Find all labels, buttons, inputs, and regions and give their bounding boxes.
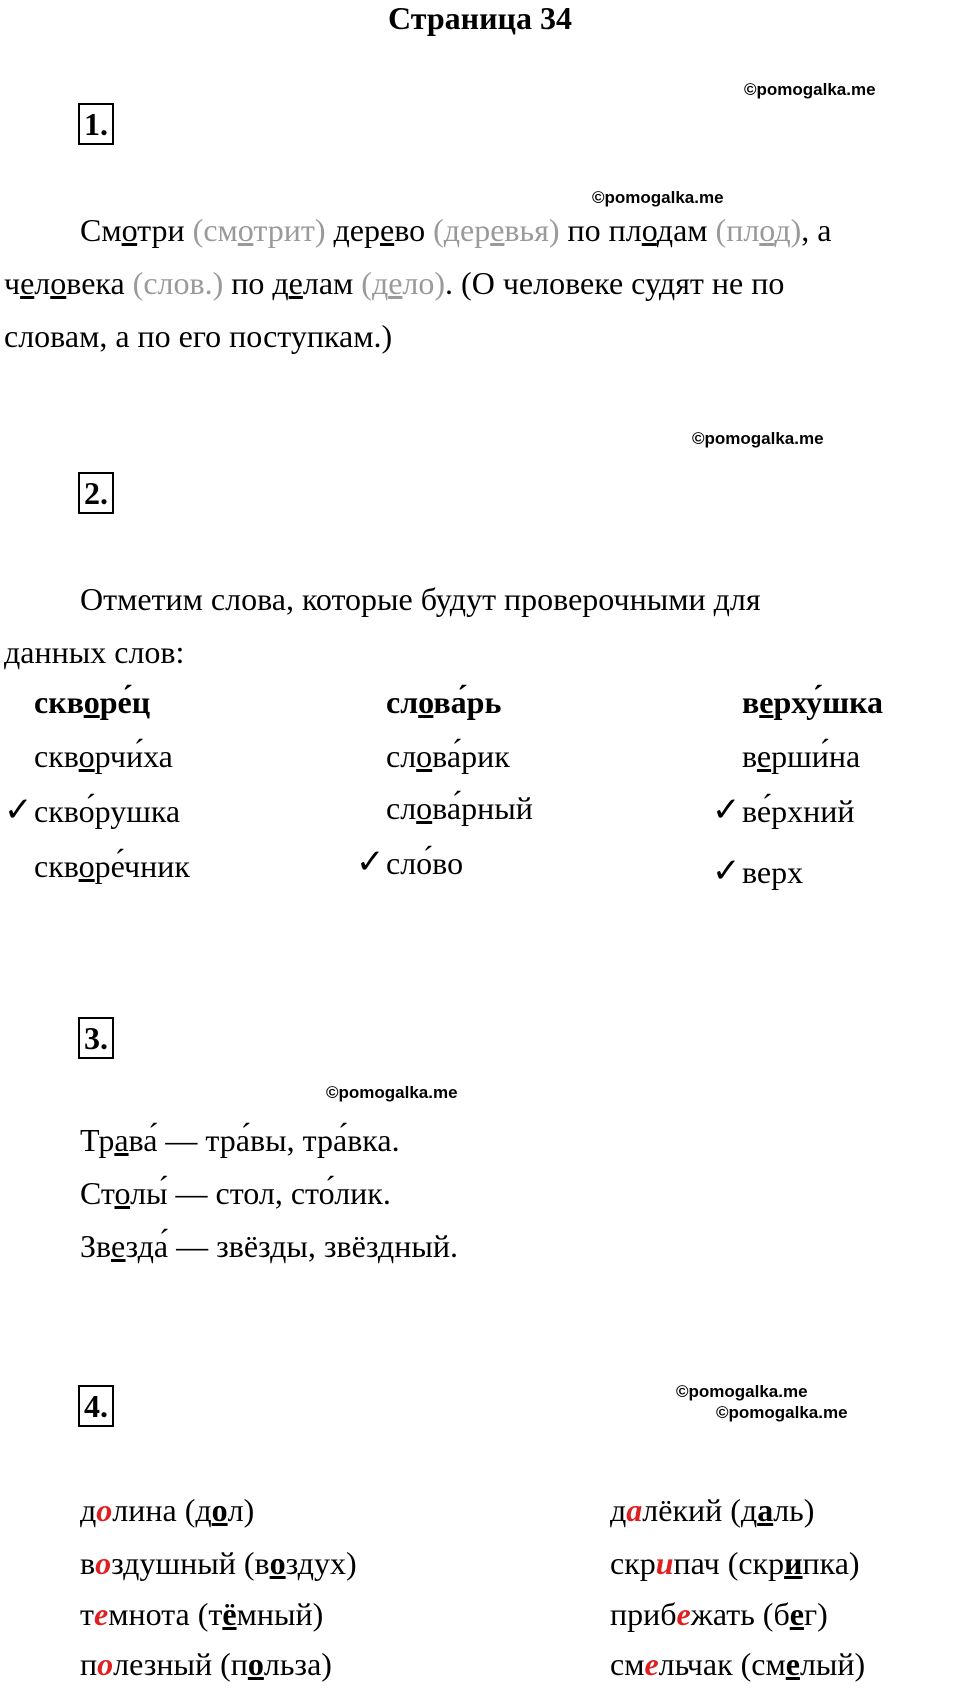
page-title: Страница 34 <box>388 0 572 36</box>
ex1-line-2: человека (слов.) по делам (дело). (О человеке судят не по <box>4 265 785 301</box>
watermark: ©pomogalka.me <box>326 1083 458 1102</box>
ex2-col1-head: скворе́ц <box>34 684 151 720</box>
ex2-col2-word-3: сло́во <box>386 845 464 881</box>
ex2-intro-2: данных слов: <box>4 634 185 670</box>
ex2-col2-word-2: слова́рный <box>386 790 533 826</box>
ex3-line-3: Звезда́ — звёзды, звёздный. <box>80 1228 458 1264</box>
exercise-number-1: 1. <box>78 103 114 145</box>
ex1-line-3: словам, а по его поступкам.) <box>4 318 393 354</box>
ex4-right-4: смельчак (смелый) <box>610 1646 866 1682</box>
ex2-col1-word-1: скворчи́ха <box>34 738 173 774</box>
watermark: ©pomogalka.me <box>744 80 876 99</box>
ex2-col3-word-1: верши́на <box>742 738 861 774</box>
checkmark-icon: ✓ <box>712 851 741 891</box>
ex2-col2-word-1: слова́рик <box>386 738 510 774</box>
watermark: ©pomogalka.me <box>692 429 824 448</box>
ex2-col1-word-3: скворе́чник <box>34 848 190 884</box>
ex2-col3-head: верху́шка <box>742 684 884 720</box>
exercise-number-4: 4. <box>78 1385 114 1427</box>
ex4-left-1: долина (дол) <box>80 1492 255 1528</box>
ex3-line-2: Столы́ — стол, сто́лик. <box>80 1175 391 1211</box>
checkmark-icon: ✓ <box>356 842 385 882</box>
ex4-left-3: темнота (тёмный) <box>80 1596 324 1632</box>
ex4-left-2: воздушный (воздух) <box>80 1545 357 1581</box>
watermark: ©pomogalka.me <box>592 188 724 207</box>
ex2-col3-word-3: верх <box>742 854 804 890</box>
ex2-col1-word-2: скво́рушка <box>34 793 181 829</box>
watermark: ©pomogalka.me <box>716 1403 848 1422</box>
ex4-right-2: скрипач (скрипка) <box>610 1545 860 1581</box>
ex3-line-1: Трава́ — тра́вы, тра́вка. <box>80 1122 400 1158</box>
ex1-line-1: Смотри (смотрит) дерево (деревья) по плодам (плод), а <box>80 212 832 248</box>
ex4-right-1: далёкий (даль) <box>610 1492 815 1528</box>
exercise-number-3: 3. <box>78 1017 114 1059</box>
checkmark-icon: ✓ <box>4 790 33 830</box>
ex4-left-4: полезный (польза) <box>80 1646 332 1682</box>
ex2-col2-head: слова́рь <box>386 684 502 720</box>
ex2-col3-word-2: ве́рхний <box>742 793 855 829</box>
checkmark-icon: ✓ <box>712 790 741 830</box>
ex2-intro-1: Отметим слова, которые будут проверочными для <box>80 581 761 617</box>
watermark: ©pomogalka.me <box>676 1382 808 1401</box>
exercise-number-2: 2. <box>78 472 114 514</box>
ex4-right-3: прибежать (бег) <box>610 1596 828 1632</box>
